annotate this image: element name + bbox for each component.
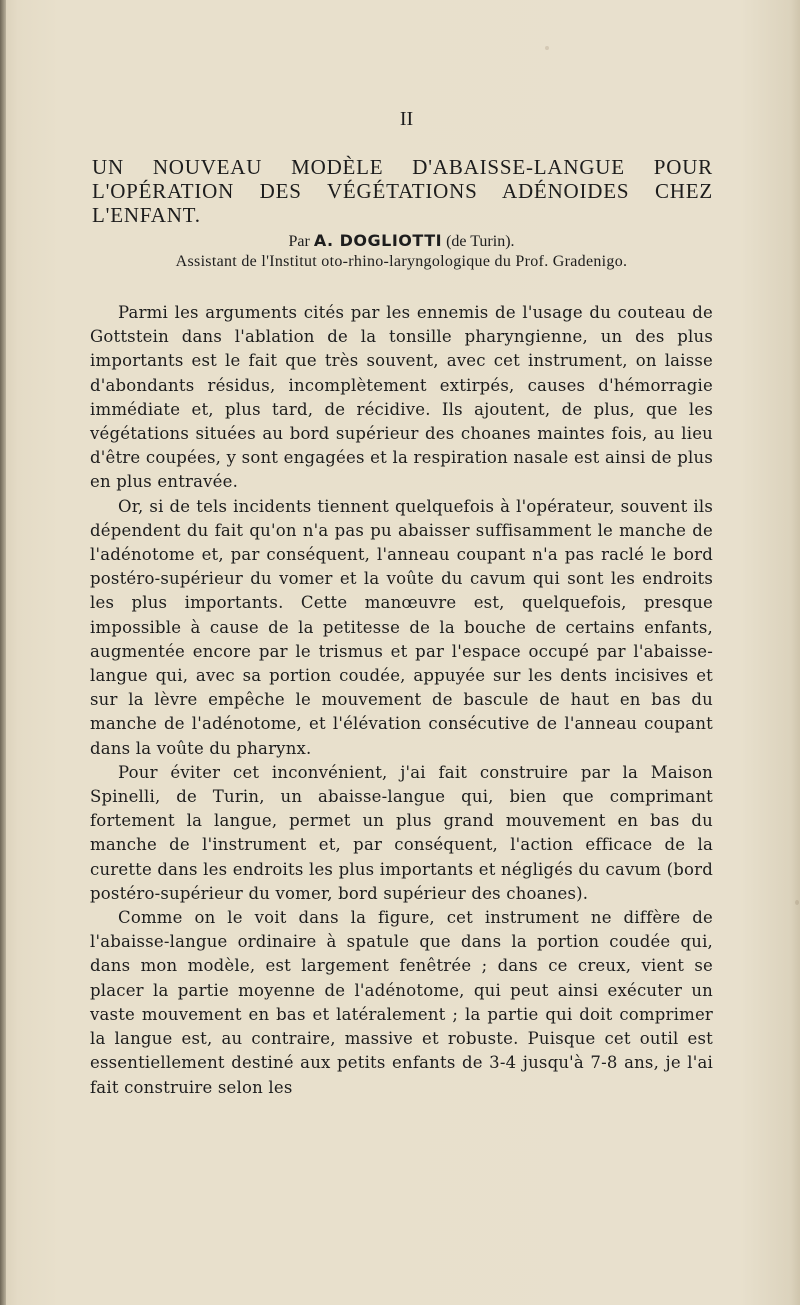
paragraph-3: Pour éviter cet inconvénient, j'ai fait construire par la Maison Spinelli, de Turin, un abaisse-langue qui, bien que comprimant fortement la langue, permet un plus grand mouvement en bas du manche de l'instrument et, par conséquent, l'action efficace de la curette dans les endroits les plus importants et négligés du cavum (bord postéro-supérieur du vomer, bord supérieur des choanes). — [90, 762, 713, 903]
author-line — [88, 231, 713, 251]
page-content — [88, 108, 713, 1100]
chapter-number: II — [399, 108, 414, 130]
title-line-2: L'OPÉRATION DES VÉGÉTATIONS ADÉNOIDES CHEZ — [92, 179, 713, 203]
paragraph-4: Comme on le voit dans la figure, cet instrument ne diffère de l'abaisse-langue ordinaire à spatule que dans la portion coudée qui, dans mon modèle, est largement fenêtrée ; dans ce creux, vient se placer la partie moyenne de l'adénotome, qui peut ainsi exécuter un vaste mouvement en bas et latéralement ; la partie qui doit comprimer la langue est, au contraire, massive et robuste. Puisque cet outil est essentiellement destiné aux petits enfants de 3-4 jusqu'à 7-8 ans, je l'ai fait construire selon les — [90, 908, 713, 1097]
article-body — [88, 301, 713, 1100]
paper-spot — [545, 46, 549, 50]
author-name: A. DOGLIOTTI — [313, 231, 443, 250]
paper-spot — [795, 900, 799, 905]
author-prefix: Par — [288, 233, 310, 250]
title-line-3: L'ENFANT. — [92, 203, 201, 227]
author-location: (de Turin). — [446, 233, 515, 250]
article-title — [88, 155, 713, 227]
author-affiliation: Assistant de l'Institut oto-rhino-laryngologique du Prof. Gradenigo. — [175, 253, 628, 270]
paragraph-2: Or, si de tels incidents tiennent quelquefois à l'opérateur, souvent ils dépendent du fait qu'on n'a pas pu abaisser suffisamment le manche de l'adénotome et, par conséquent, l'anneau coupant n'a pas raclé le bord postéro-supérieur du vomer et la voûte du cavum qui sont les endroits les plus importants. Cette manœuvre est, quelquefois, presque impossible à cause de la petitesse de la bouche de certains enfants, augmentée encore par le trismus et par l'espace occupé par l'abaisse-langue qui, avec sa portion coudée, appuyée sur les dents incisives et sur la lèvre empêche le mouvement de bascule de haut en bas du manche de l'adénotome, et l'élévation consécutive de l'anneau coupant dans la voûte du pharynx. — [90, 496, 713, 758]
paragraph-1: Parmi les arguments cités par les ennemis de l'usage du couteau de Gottstein dans l'ablation de la tonsille pharyngienne, un des plus importants est le fait que très souvent, avec cet instrument, on laisse d'abondants résidus, incomplètement extirpés, causes d'hémorragie immédiate et, plus tard, de récidive. Ils ajoutent, de plus, que les végétations situées au bord supérieur des choanes maintes fois, au lieu d'être coupées, y sont engagées et la respiration nasale est ainsi de plus en plus entravée. — [90, 303, 713, 492]
title-line-1: UN NOUVEAU MODÈLE D'ABAISSE-LANGUE POUR — [92, 155, 713, 179]
page-binding-edge — [0, 0, 6, 1305]
